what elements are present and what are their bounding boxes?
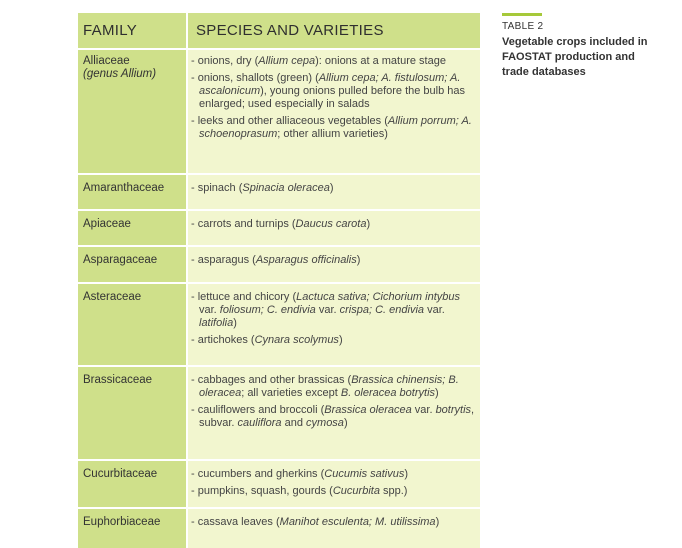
row-separator [78,173,480,175]
family-cell [83,468,183,481]
family-cell [83,218,183,231]
species-item: - onions, dry (Allium cepa): onions at a mature stage [191,55,446,67]
family-name: Amaranthaceae [83,182,165,194]
species-item: - artichokes (Cynara scolymus) [191,334,343,346]
row-separator [78,282,480,284]
table-header [78,13,480,50]
species-item: - leeks and other alliaceous vegetables (Allium porrum; A. schoenoprasum; other allium varieties) [191,115,472,140]
caption-label: TABLE 2 [502,21,544,32]
row-separator [78,209,480,211]
species-cell [191,468,475,502]
species-cell [191,374,475,434]
table-row [78,459,480,507]
species-cell [191,55,475,145]
species-item: - spinach (Spinacia oleracea) [191,182,334,194]
family-header: FAMILY [83,22,138,39]
species-item: - cucumbers and gherkins (Cucumis sativus) [191,468,409,480]
family-cell [83,374,183,387]
family-name: Euphorbiaceae [83,516,161,528]
species-item: - pumpkins, squash, gourds (Cucurbita spp.) [191,485,408,497]
species-item: - onions, shallots (green) (Allium cepa; A. fistulosum; A. ascalonicum), young onions pulled before the bulb has enlarged; used especially in salads [191,72,466,110]
species-item: - cauliflowers and broccoli (Brassica oleracea var. botrytis, subvar. cauliflora and cymosa) [191,404,475,429]
family-cell [83,182,183,195]
row-separator [78,245,480,247]
row-separator [78,459,480,461]
table-row [78,245,480,282]
species-cell [191,218,475,235]
family-name: Asteraceae [83,291,142,303]
family-name: Alliaceae [83,55,130,67]
caption-accent-bar [502,13,542,16]
species-item: - asparagus (Asparagus officinalis) [191,254,361,266]
table-row [78,282,480,365]
species-cell [191,254,475,271]
species-item: - cassava leaves (Manihot esculenta; M. utilissima) [191,516,440,528]
family-name: Apiaceae [83,218,131,230]
table-row [78,173,480,209]
family-name: Asparagaceae [83,254,158,266]
table-row [78,50,480,173]
crop-table [78,13,480,548]
species-item: - carrots and turnips (Daucus carota) [191,218,371,230]
family-cell [83,254,183,267]
row-separator [78,365,480,367]
species-item: - cabbages and other brassicas (Brassica chinensis; B. oleracea; all varieties except B. oleracea botrytis) [191,374,459,399]
table-row [78,209,480,245]
row-separator [78,507,480,509]
table-row [78,365,480,459]
caption-title: Vegetable crops included in FAOSTAT production and trade databases [502,36,648,78]
table-caption [502,13,662,80]
family-name: Cucurbitaceae [83,468,158,480]
species-item: - lettuce and chicory (Lactuca sativa; Cichorium intybus var. foliosum; C. endivia var. crispa; C. endivia var. latifolia) [191,291,461,329]
family-name: Brassicaceae [83,374,153,386]
family-cell [83,291,183,304]
species-cell [191,182,475,199]
species-cell [191,516,475,533]
table-row [78,507,480,548]
species-cell [191,291,475,351]
family-subtitle: (genus Allium) [83,68,157,80]
family-cell [83,55,183,81]
species-header: SPECIES AND VARIETIES [196,22,384,39]
family-cell [83,516,183,529]
